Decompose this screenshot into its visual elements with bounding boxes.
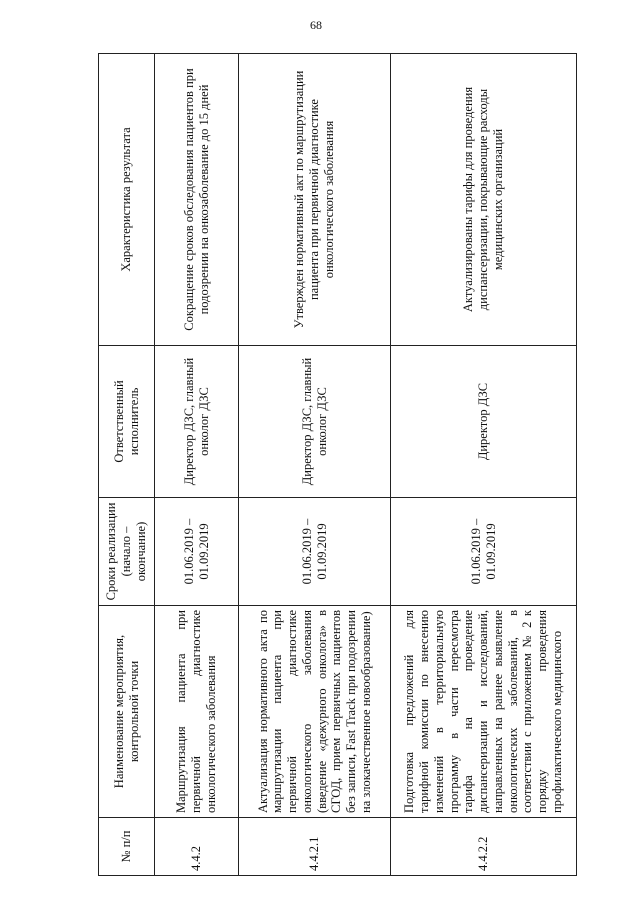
row-num: 4.4.2 (155, 818, 239, 876)
row-name: Актуализация нормативного акта по маршрутизации пациента при первичной диагностике онкологического заболевания (введение «дежурного онколога» в СГОД, прием первичных пациентов без записи, Fast Track при подозрении на злокачественное новообразование) (239, 606, 391, 818)
row-num: 4.4.2.1 (239, 818, 391, 876)
header-result: Характеристика результата (99, 54, 155, 346)
table-row (391, 54, 577, 876)
row-dates: 01.06.2019 – 01.09.2019 (239, 498, 391, 606)
header-dates: Сроки реализации (начало – окончание) (99, 498, 155, 606)
row-name: Подготовка предложений для тарифной комиссии по внесению изменений в территориальную программу в части пересмотра тарифа на проведение диспансеризации и исследований, направленных на раннее выявление онкологических заболеваний, в соответствии с приложением № 2 к порядку проведения профилактического медицинского (391, 606, 577, 818)
row-responsible: Директор ДЗС (391, 346, 577, 498)
page-number: 68 (310, 18, 322, 32)
measures-table (98, 53, 577, 876)
row-dates: 01.06.2019 – 01.09.2019 (391, 498, 577, 606)
row-result: Сокращение сроков обследования пациентов при подозрении на онкозаболевание до 15 дней (155, 54, 239, 346)
row-num: 4.4.2.2 (391, 818, 577, 876)
row-dates: 01.06.2019 – 01.09.2019 (155, 498, 239, 606)
header-responsible: Ответственный исполнитель (99, 346, 155, 498)
table-row (155, 54, 239, 876)
rotated-table-frame (98, 54, 576, 876)
row-responsible: Директор ДЗС, главный онколог ДЗС (155, 346, 239, 498)
row-responsible: Директор ДЗС, главный онколог ДЗС (239, 346, 391, 498)
header-name: Наименование мероприятия, контрольной точки (99, 606, 155, 818)
row-result: Актуализированы тарифы для проведения диспансеризации, покрывающие расходы медицинских организаций (391, 54, 577, 346)
table-header-row (99, 54, 155, 876)
row-result: Утвержден нормативный акт по маршрутизации пациента при первичной диагностике онкологического заболевания (239, 54, 391, 346)
table-row (239, 54, 391, 876)
row-name: Маршрутизация пациента при первичной диагностике онкологического заболевания (155, 606, 239, 818)
header-num: № п/п (99, 818, 155, 876)
rotated-table-container (98, 54, 576, 876)
